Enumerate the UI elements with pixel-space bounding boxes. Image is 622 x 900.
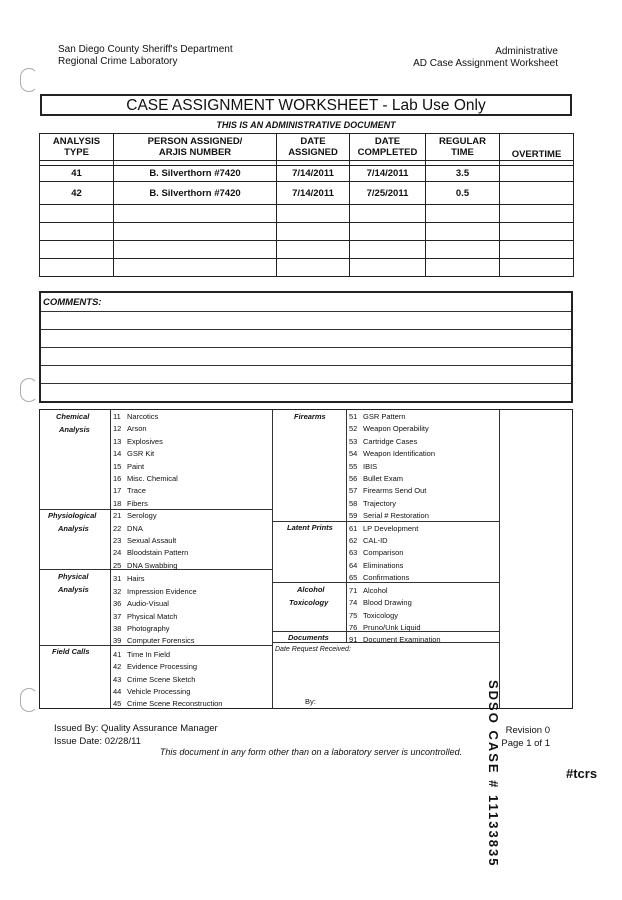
code-name: Comparison (363, 548, 404, 558)
code-item (113, 535, 222, 547)
code-name: Firearms Send Out (363, 486, 427, 496)
code-name: Time In Field (127, 649, 171, 659)
by-label: By: (305, 697, 316, 706)
code-number: 18 (113, 498, 122, 508)
code-name: GSR Kit (127, 449, 155, 459)
code-item (349, 473, 441, 485)
code-item (349, 510, 441, 522)
code-number: 22 (113, 523, 122, 533)
org-header (58, 44, 233, 68)
code-name: Trajectory (363, 498, 397, 508)
code-item (113, 649, 222, 661)
code-number: 64 (349, 560, 358, 570)
code-number: 21 (113, 511, 122, 521)
code-number: 75 (349, 610, 358, 620)
code-name: LP Development (363, 523, 419, 533)
code-item (113, 448, 222, 460)
code-item (113, 461, 222, 473)
code-number: 16 (113, 474, 122, 484)
category-field-calls: Field Calls (52, 647, 90, 656)
code-number: 11 (113, 412, 121, 421)
code-name: CAL-ID (363, 536, 388, 546)
code-item (113, 560, 222, 572)
right-code-list (349, 411, 441, 647)
code-item (349, 622, 441, 634)
code-name: Evidence Processing (127, 662, 198, 672)
col-person-assigned: PERSON ASSIGNED/ ARJIS NUMBER (114, 134, 277, 161)
org-name: San Diego County Sheriff's Department (58, 44, 233, 55)
code-name: Paint (127, 461, 145, 471)
binder-hole-mark (20, 378, 38, 402)
col-date-assigned: DATE ASSIGNED (277, 134, 350, 161)
code-item (113, 485, 222, 497)
code-item (113, 623, 222, 635)
code-item (113, 635, 222, 647)
category-physiological-analysis: Analysis (58, 524, 89, 533)
code-number: 23 (113, 536, 122, 546)
code-name: Explosives (127, 436, 163, 446)
code-name: DNA Swabbing (127, 560, 178, 570)
code-name: Physical Match (127, 611, 178, 621)
left-code-list (113, 411, 222, 711)
code-number: 39 (113, 636, 122, 646)
code-item (113, 510, 222, 522)
code-item (349, 411, 441, 423)
category-physiological: Physiological (48, 511, 97, 520)
code-name: Weapon Operability (363, 424, 429, 434)
date-request-label: Date Request Received: (275, 646, 351, 653)
revision: Revision 0 (505, 725, 550, 736)
code-name: Weapon Identification (363, 449, 435, 459)
code-number: 61 (349, 523, 358, 533)
code-item (349, 423, 441, 435)
code-item (113, 674, 222, 686)
code-item (113, 523, 222, 535)
code-item (349, 547, 441, 559)
code-number: 74 (349, 598, 358, 608)
code-number: 32 (113, 586, 122, 596)
category-toxicology: Toxicology (289, 598, 329, 607)
code-item (113, 423, 222, 435)
code-number: 58 (349, 498, 358, 508)
assignment-header-row (40, 134, 574, 161)
category-physical: Physical (58, 572, 89, 581)
code-number: 91 (349, 635, 358, 645)
assignment-table (39, 133, 574, 277)
code-item (349, 560, 441, 572)
code-number: 53 (349, 436, 358, 446)
code-number: 52 (349, 424, 358, 434)
category-firearms: Firearms (294, 412, 326, 421)
table-row (40, 241, 574, 259)
code-number: 71 (349, 585, 358, 595)
code-item (113, 411, 222, 423)
code-number: 62 (349, 536, 358, 546)
code-item (349, 535, 441, 547)
category-alcohol: Alcohol (297, 585, 325, 594)
code-name: Cartridge Cases (363, 436, 418, 446)
issued-by: Issued By: Quality Assurance Manager (54, 723, 218, 734)
analysis-codes-panel (39, 409, 573, 709)
code-name: Pruno/Unk Liquid (363, 622, 421, 632)
code-number: 13 (113, 436, 122, 446)
code-name: Misc. Chemical (127, 474, 178, 484)
disclaimer: This document in any form other than on a laboratory server is uncontrolled. (159, 747, 463, 757)
col-regular-time: REGULAR TIME (426, 134, 500, 161)
code-name: Vehicle Processing (127, 686, 191, 696)
code-item (113, 547, 222, 559)
code-name: Trace (127, 486, 146, 496)
code-name: Blood Drawing (363, 598, 412, 608)
code-name: Bloodstain Pattern (127, 548, 189, 558)
code-number: 43 (113, 674, 122, 684)
binder-hole-mark (20, 688, 38, 712)
code-name: Computer Forensics (127, 636, 195, 646)
category-physical-analysis: Analysis (58, 585, 89, 594)
code-name: Crime Scene Reconstruction (127, 699, 223, 709)
admin-notice: THIS IS AN ADMINISTRATIVE DOCUMENT (216, 120, 396, 130)
table-row (40, 259, 574, 277)
code-item (349, 485, 441, 497)
code-number: 63 (349, 548, 358, 558)
table-row: 42 B. Silverthorn #7420 7/14/2011 7/25/2011 0.5 (40, 182, 574, 205)
code-number: 38 (113, 623, 122, 633)
code-number: 57 (349, 486, 358, 496)
code-name: Confirmations (363, 573, 410, 583)
code-number: 12 (113, 424, 122, 434)
code-item (349, 572, 441, 584)
code-number: 65 (349, 573, 358, 583)
case-number-label: SDSO CASE # 11133835 (486, 680, 501, 868)
code-number: 56 (349, 474, 358, 484)
code-item (113, 573, 222, 585)
code-item (113, 436, 222, 448)
code-number: 14 (113, 449, 122, 459)
category-chemical: Chemical (56, 412, 90, 421)
code-number: 37 (113, 611, 122, 621)
table-row: 41 B. Silverthorn #7420 7/14/2011 7/14/2011 3.5 (40, 166, 574, 182)
code-name: GSR Pattern (363, 412, 406, 421)
table-row (40, 205, 574, 223)
code-item (113, 473, 222, 485)
code-item (113, 586, 222, 598)
code-item (349, 523, 441, 535)
code-number: 31 (113, 574, 122, 584)
code-item (113, 611, 222, 623)
code-name: Impression Evidence (127, 586, 197, 596)
code-name: Fibers (127, 498, 148, 508)
code-item (349, 461, 441, 473)
code-name: Crime Scene Sketch (127, 674, 196, 684)
code-name: Serial # Restoration (363, 511, 429, 521)
binder-hole-mark (20, 68, 38, 92)
code-name: Serology (127, 511, 157, 521)
issue-date: Issue Date: 02/28/11 (54, 736, 141, 747)
code-name: Eliminations (363, 560, 404, 570)
code-number: 15 (113, 461, 122, 471)
code-name: Hairs (127, 574, 145, 584)
code-item (113, 661, 222, 673)
category-documents: Documents (288, 633, 329, 642)
code-name: Alcohol (363, 585, 388, 595)
code-number: 42 (113, 662, 122, 672)
code-name: IBIS (363, 461, 378, 471)
page-title: CASE ASSIGNMENT WORKSHEET - Lab Use Only (40, 94, 572, 116)
code-name: Audio-Visual (127, 599, 169, 609)
code-item (349, 634, 441, 646)
code-number: 76 (349, 622, 358, 632)
code-item (349, 498, 441, 510)
code-item (113, 598, 222, 610)
doc-type-header (413, 46, 558, 70)
code-number: 36 (113, 599, 122, 609)
code-number: 25 (113, 560, 122, 570)
doc-category: Administrative (495, 46, 558, 57)
code-name: Narcotics (127, 412, 159, 421)
code-item (113, 698, 222, 710)
code-number: 55 (349, 461, 358, 471)
code-name: Arson (127, 424, 147, 434)
code-item (349, 448, 441, 460)
comments-label: COMMENTS: (43, 297, 102, 308)
lab-name: Regional Crime Laboratory (58, 56, 178, 67)
page-number: Page 1 of 1 (501, 738, 550, 749)
col-analysis-type: ANALYSIS TYPE (40, 134, 114, 161)
table-row (40, 223, 574, 241)
col-date-completed: DATE COMPLETED (350, 134, 426, 161)
code-name: Bullet Exam (363, 474, 404, 484)
code-number: 51 (349, 412, 358, 421)
code-item (349, 610, 441, 622)
comments-box (39, 291, 573, 403)
category-chemical-analysis: Analysis (59, 425, 90, 434)
code-name: Toxicology (363, 610, 399, 620)
code-number: 24 (113, 548, 122, 558)
doc-form-name: AD Case Assignment Worksheet (413, 58, 558, 69)
code-name: Document Examination (363, 635, 441, 645)
code-item (349, 597, 441, 609)
code-number: 44 (113, 686, 122, 696)
code-item (113, 498, 222, 510)
code-item (349, 436, 441, 448)
code-name: DNA (127, 523, 143, 533)
col-overtime: OVERTIME (500, 134, 574, 161)
code-item (113, 686, 222, 698)
code-number: 54 (349, 449, 358, 459)
code-number: 59 (349, 511, 358, 521)
code-name: Sexual Assault (127, 536, 177, 546)
code-number: 45 (113, 699, 122, 709)
category-latent-prints: Latent Prints (287, 523, 333, 532)
corner-tag: #tcrs (566, 766, 598, 781)
code-name: Photography (127, 623, 170, 633)
code-item (349, 585, 441, 597)
code-number: 41 (113, 649, 122, 659)
code-number: 17 (113, 486, 122, 496)
